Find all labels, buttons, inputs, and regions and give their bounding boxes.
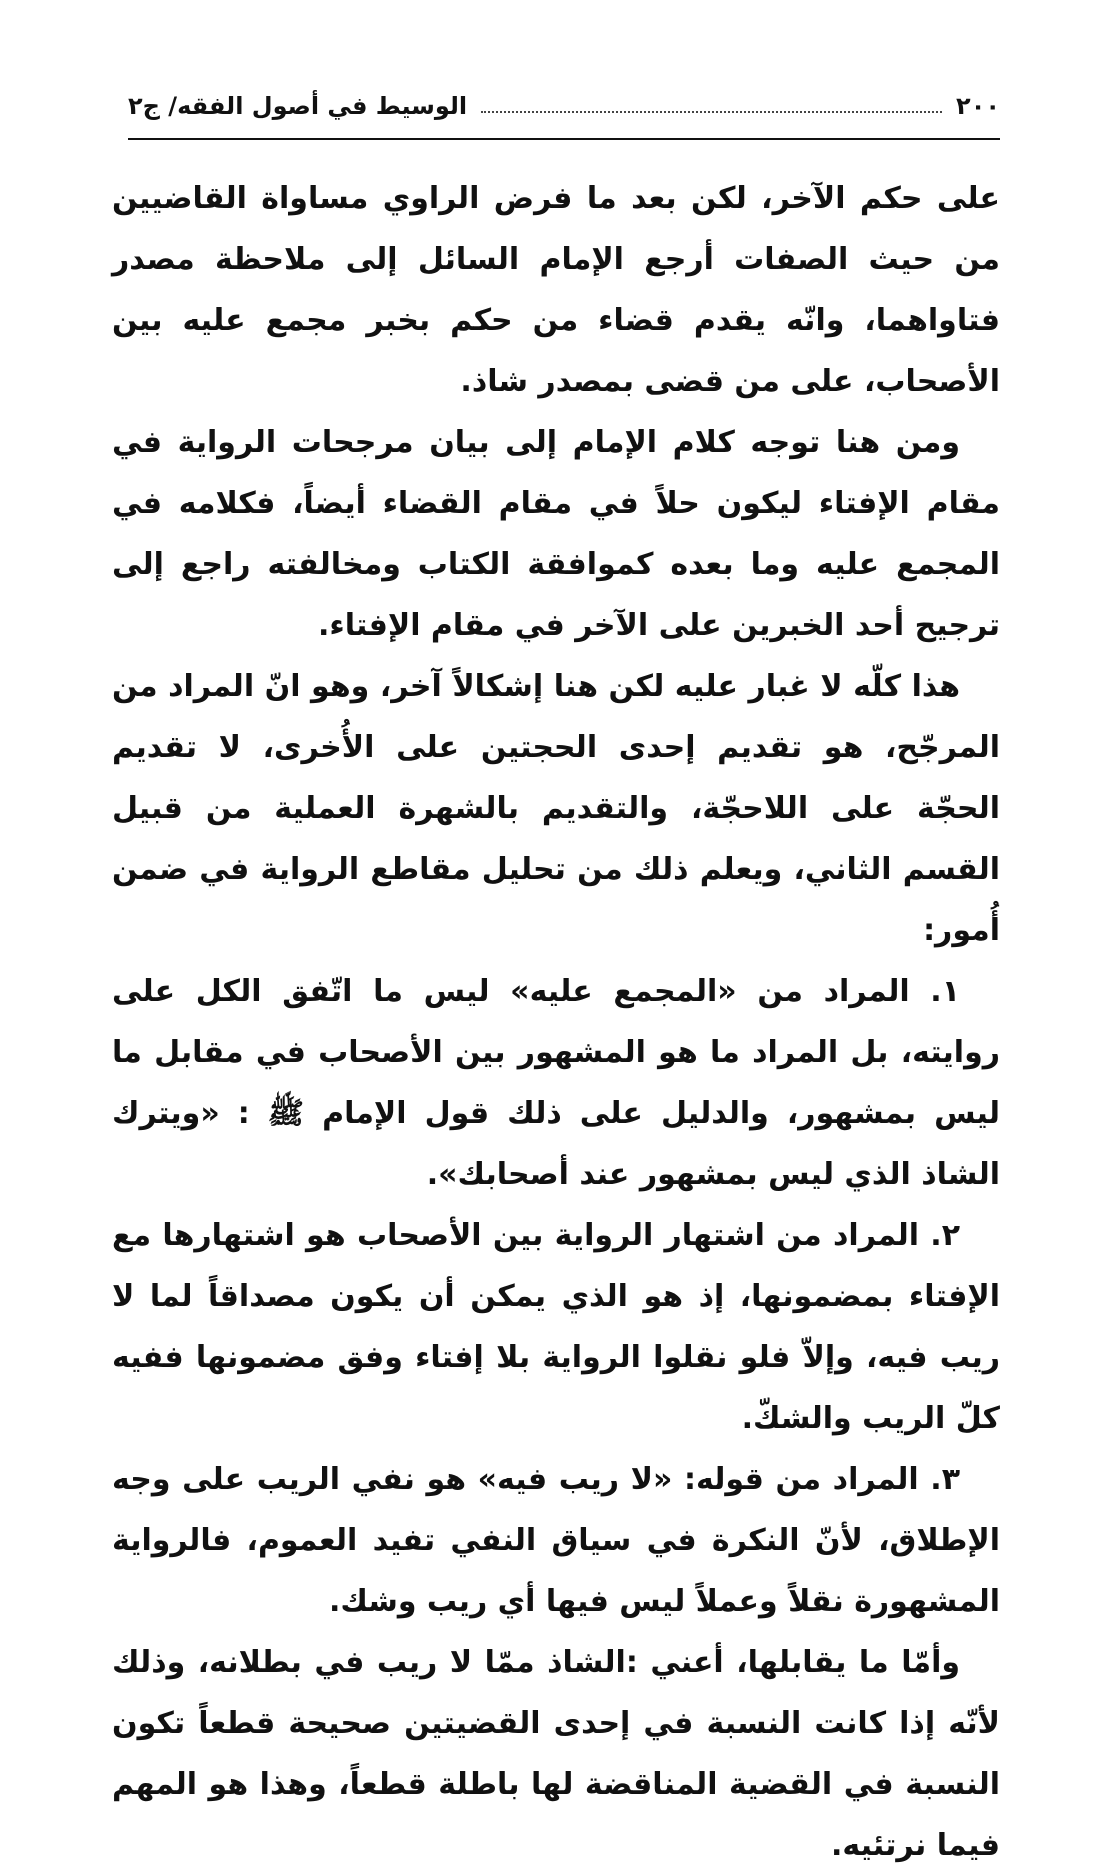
page-header — [128, 82, 1000, 130]
numbered-paragraph: ٣. المراد من قوله: «لا ريب فيه» هو نفي الريب على وجه الإطلاق، لأنّ النكرة في سياق النفي تفيد العموم، فالرواية المشهورة نقلاً وعملاً ليس فيها أي ريب وشك. — [112, 1462, 1000, 1619]
paragraph: على حكم الآخر، لكن بعد ما فرض الراوي مساواة القاضيين من حيث الصفات أرجع الإمام السائل إلى ملاحظة مصدر فتاواهما، وانّه يقدم قضاء من حكم بخبر مجمع عليه بين الأصحاب، على من قضى بمصدر شاذ. — [112, 181, 1000, 399]
paragraph: وأمّا ما يقابلها، أعني :الشاذ ممّا لا ريب في بطلانه، وذلك لأنّه إذا كانت النسبة في إحدى القضيتين صحيحة قطعاً تكون النسبة في القضية المناقضة لها باطلة قطعاً، وهذا هو المهم فيما نرتئيه. — [112, 1645, 1000, 1863]
numbered-paragraph: ١. المراد من «المجمع عليه» ليس ما اتّفق الكل على روايته، بل المراد ما هو المشهور بين الأصحاب في مقابل ما ليس بمشهور، والدليل على ذلك قول الإمام ﷺ : «ويترك الشاذ الذي ليس بمشهور عند أصحابك». — [112, 974, 1000, 1192]
running-title: الوسيط في أصول الفقه/ ج٢ — [128, 92, 468, 120]
page-number: ٢٠٠ — [956, 92, 1000, 120]
paragraph: ومن هنا توجه كلام الإمام إلى بيان مرجحات الرواية في مقام الإفتاء ليكون حلاً في مقام القضاء أيضاً، فكلامه في المجمع عليه وما بعده كموافقة الكتاب ومخالفته راجع إلى ترجيح أحد الخبرين على الآخر في مقام الإفتاء. — [112, 425, 1000, 643]
numbered-paragraph: ٢. المراد من اشتهار الرواية بين الأصحاب هو اشتهارها مع الإفتاء بمضمونها، إذ هو الذي يمكن أن يكون مصداقاً لما لا ريب فيه، وإلاّ فلو نقلوا الرواية بلا إفتاء وفق مضمونها ففيه كلّ الريب والشكّ. — [112, 1218, 1000, 1436]
header-dotted-leader — [481, 111, 942, 113]
paragraph: هذا كلّه لا غبار عليه لكن هنا إشكالاً آخر، وهو انّ المراد من المرجّح، هو تقديم إحدى الحجتين على الأُخرى، لا تقديم الحجّة على اللاحجّة، والتقديم بالشهرة العملية من قبيل القسم الثاني، ويعلم ذلك من تحليل مقاطع الرواية في ضمن أُمور: — [112, 669, 1000, 948]
body-text — [112, 168, 1000, 1876]
header-rule — [128, 138, 1000, 140]
